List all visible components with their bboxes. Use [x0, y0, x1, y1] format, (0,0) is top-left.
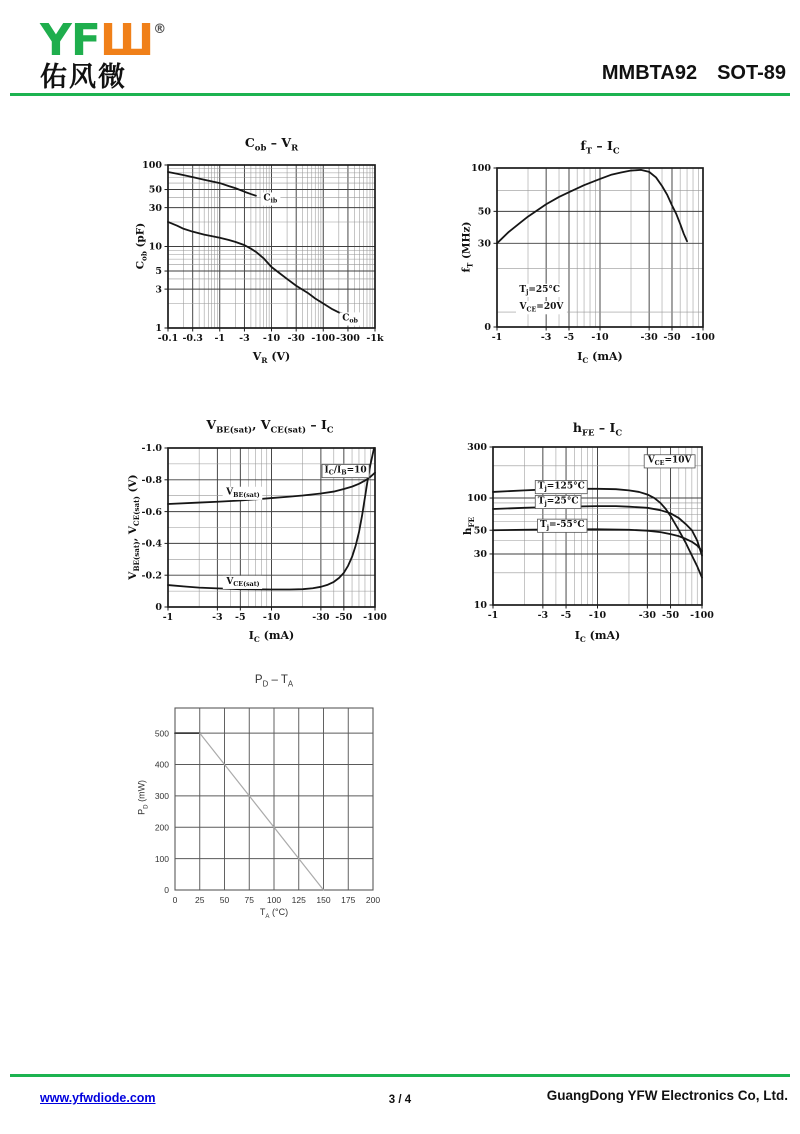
svg-text:IC/IB=10: $I_C/I_B=10$: [324, 465, 367, 477]
svg-text:Cib: $C_{ib}$: [263, 193, 278, 205]
svg-text:400: 400: [154, 759, 169, 770]
svg-text:-1: -1: [491, 332, 503, 343]
svg-text:30: 30: [477, 238, 491, 250]
svg-text:-3: -3: [537, 610, 549, 621]
svg-text:100: 100: [467, 493, 487, 505]
svg-text:-5: -5: [563, 332, 575, 343]
svg-text:Tj=125°C: $T_j=125^\circ C$: [537, 481, 585, 493]
chart-title: $h_{FE} - I_C$: [572, 420, 623, 439]
svg-text:-10: -10: [588, 610, 607, 621]
website-link[interactable]: www.yfwdiode.com: [40, 1091, 156, 1105]
svg-text:300: 300: [467, 442, 487, 454]
svg-text:-3: -3: [540, 332, 552, 343]
svg-text:200: 200: [365, 895, 381, 905]
page-title: [602, 62, 786, 85]
svg-text:-10: -10: [262, 333, 281, 344]
svg-text:-0.3: -0.3: [182, 333, 203, 344]
svg-text:0: 0: [172, 895, 178, 905]
x-axis-label: $I_C$ (mA): [574, 629, 621, 645]
svg-text:-30: -30: [312, 612, 330, 623]
y-axis-label: $h_{FE}$: [461, 516, 477, 536]
svg-text:50: 50: [219, 895, 230, 905]
svg-text:VCE=10V: $V_{CE}=10V$: [647, 455, 692, 467]
svg-text:Cob: $C_{ob}$: [342, 313, 358, 325]
svg-text:-10: -10: [262, 612, 281, 623]
svg-text:10: 10: [473, 600, 487, 612]
chart-canvas-cob-vr: [126, 155, 399, 354]
svg-text:50: 50: [148, 184, 162, 196]
chart-canvas-ft-ic: [455, 158, 727, 353]
svg-text:0: 0: [484, 322, 491, 334]
svg-text:-1: -1: [487, 610, 499, 621]
svg-text:100: 100: [142, 160, 162, 172]
x-axis-label: $I_C$ (mA): [577, 350, 623, 366]
svg-text:100: 100: [266, 895, 282, 905]
logo: [40, 8, 165, 93]
svg-text:-3: -3: [212, 612, 223, 623]
svg-text:-1: -1: [162, 612, 174, 623]
chart-title: $V_{BE(sat)}$, $V_{CE(sat)} - I_C$: [206, 417, 334, 436]
svg-text:175: 175: [341, 895, 356, 905]
svg-text:100: 100: [154, 853, 169, 864]
svg-text:VCE(sat): $V_{CE(sat)}$: [226, 576, 260, 588]
svg-text:-0.4: -0.4: [141, 538, 162, 550]
svg-text:-1k: -1k: [366, 333, 384, 344]
svg-text:30: 30: [148, 202, 162, 214]
svg-text:-300: -300: [336, 333, 360, 344]
chart-title: $C_{ob} - V_R$: [244, 135, 299, 154]
svg-text:-30: -30: [638, 610, 656, 621]
part-number: MMBTA92: [601, 62, 698, 84]
svg-text:3: 3: [155, 284, 162, 296]
x-axis-label: $I_C$ (mA): [248, 629, 295, 645]
footer-divider: [10, 1074, 790, 1077]
svg-text:-10: -10: [591, 332, 609, 343]
svg-text:5: 5: [155, 266, 162, 278]
y-axis-label: $C_{ob}$ (pF): [134, 222, 149, 270]
chart-canvas-hfe-ic: [451, 437, 726, 631]
svg-text:Tj=-55°C: $T_j=-55^\circ C$: [540, 520, 585, 532]
x-axis-label: $V_R$ (V): [252, 350, 291, 366]
svg-text:30: 30: [473, 549, 487, 561]
svg-text:100: 100: [471, 163, 491, 175]
logo-text-yf: YF: [40, 15, 100, 66]
header-divider: [10, 93, 790, 96]
svg-text:50: 50: [473, 525, 487, 537]
y-axis-label: $f_T$ (MHz): [460, 221, 475, 273]
logo-wordmark: [40, 8, 166, 66]
svg-text:-5: -5: [560, 610, 572, 621]
svg-text:-30: -30: [287, 333, 305, 344]
svg-text:-1.0: -1.0: [141, 443, 162, 455]
x-axis-label: $T_A$ (°C): [259, 907, 289, 920]
svg-text:-0.6: -0.6: [141, 506, 162, 518]
svg-text:-3: -3: [239, 333, 250, 344]
svg-text:500: 500: [154, 728, 169, 739]
svg-text:-100: -100: [311, 333, 336, 344]
svg-text:-100: -100: [691, 332, 715, 343]
svg-text:-100: -100: [690, 610, 714, 621]
chart-title: $f_T - I_C$: [580, 138, 620, 157]
package-name: SOT-89: [717, 62, 786, 84]
svg-text:VCE=20V: $V_{CE}=20V$: [519, 302, 564, 314]
svg-text:-0.8: -0.8: [141, 475, 162, 486]
svg-text:0: 0: [155, 602, 162, 614]
svg-text:-1: -1: [214, 333, 226, 344]
svg-text:10: 10: [148, 241, 162, 253]
svg-text:-0.1: -0.1: [157, 333, 179, 344]
svg-text:0: 0: [164, 885, 169, 896]
svg-text:VBE(sat): $V_{BE(sat)}$: [226, 487, 260, 499]
chart-canvas-pd-ta: [133, 698, 397, 916]
svg-text:-50: -50: [663, 332, 681, 343]
svg-text:-50: -50: [661, 610, 680, 621]
page-number: 3 / 4: [388, 1094, 412, 1106]
svg-text:-5: -5: [235, 612, 246, 623]
svg-text:75: 75: [244, 895, 254, 905]
svg-text:200: 200: [154, 822, 169, 833]
chart-canvas-vbesat-vcesat-ic: [126, 438, 399, 633]
y-axis-label: $P_D$ (mW): [136, 779, 150, 815]
svg-text:25: 25: [195, 895, 205, 905]
svg-text:50: 50: [477, 206, 491, 218]
svg-text:Tj=25°C: $T_j=25^\circ C$: [537, 496, 579, 508]
svg-text:-30: -30: [640, 332, 658, 343]
registered-mark-icon: ®: [153, 22, 166, 37]
y-axis-label: $V_{BE(sat)}$, $V_{CE(sat)}$ (V): [126, 474, 142, 580]
chart-title: $P_D - T_A$: [254, 674, 294, 689]
svg-text:150: 150: [316, 895, 331, 905]
logo-chinese-name: 佑风微: [40, 62, 127, 93]
svg-text:125: 125: [291, 895, 306, 905]
svg-text:-100: -100: [363, 612, 387, 623]
svg-text:300: 300: [154, 791, 169, 802]
logo-text-w: Ш: [99, 15, 154, 66]
svg-text:-50: -50: [335, 612, 353, 623]
svg-text:Tj=25°C: $T_j=25^\circ C$: [519, 284, 561, 297]
svg-text:-0.2: -0.2: [141, 570, 162, 582]
svg-text:1: 1: [155, 323, 162, 335]
company-name: GuangDong YFW Electronics Co, Ltd.: [546, 1088, 788, 1103]
